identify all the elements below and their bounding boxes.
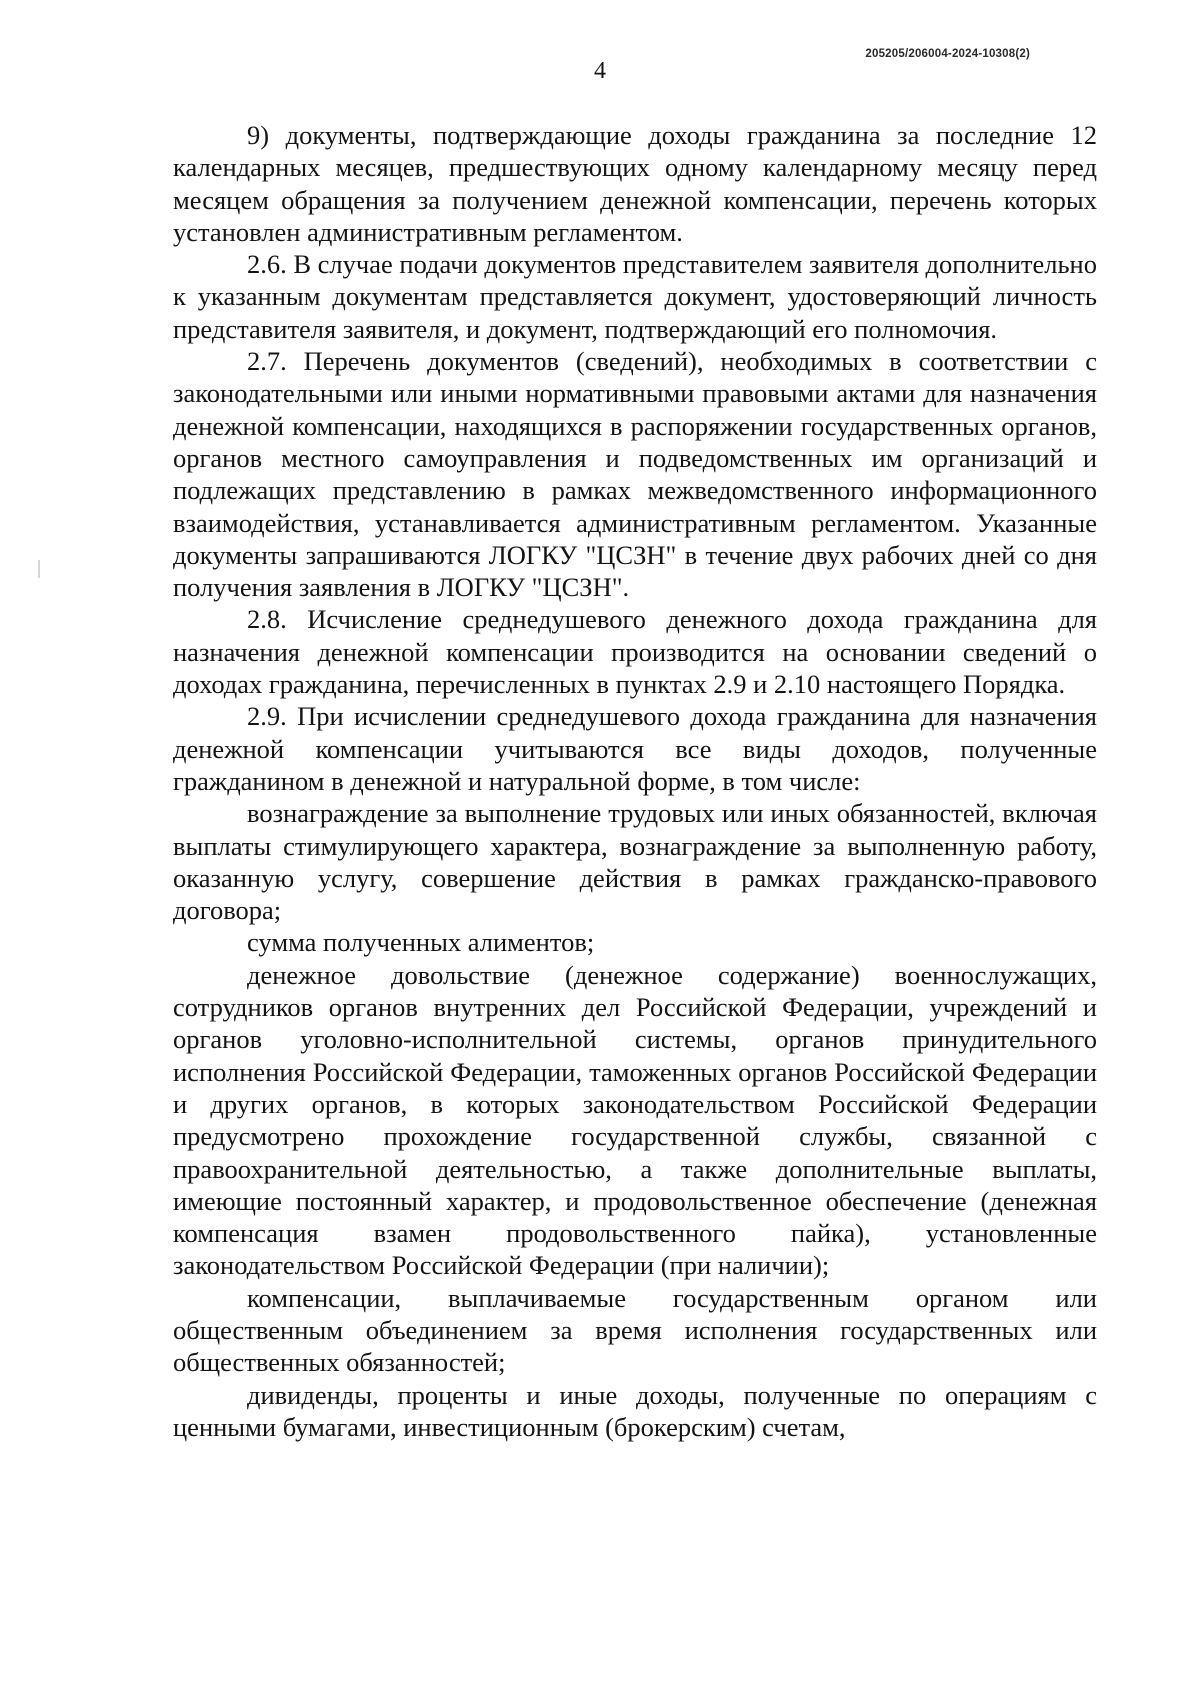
list-item-alimony: сумма полученных алиментов; bbox=[247, 927, 595, 958]
paragraph-item-9-income-documents: 9) документы, подтверждающие доходы гражданина за последние 12 календарных месяцев, предшествующих одному календарному месяцу перед месяцем обращения за получением денежной компенсации, перечень которых установлен административным регламентом. bbox=[173, 120, 1097, 247]
paragraph-2-7-document-list: 2.7. Перечень документов (сведений), необходимых в соответствии с законодательными или иными нормативными правовыми актами для назначения денежной компенсации, находящихся в распоряжении государственных органов, органов местного самоуправления и подведомственных им организаций и подлежащих представлению в рамках межведомственного информационного взаимодействия, устанавливается административным регламентом. Указанные документы запрашиваются ЛОГКУ "ЦСЗН" в течение двух рабочих дней со дня получения заявления в ЛОГКУ "ЦСЗН". bbox=[173, 346, 1097, 603]
document-body bbox=[173, 119, 1097, 1443]
list-item-remuneration: вознаграждение за выполнение трудовых или иных обязанностей, включая выплаты стимулирующего характера, вознаграждение за выполненную работу, оказанную услугу, совершение действия в рамках гражданско-правового договора; bbox=[173, 798, 1097, 926]
scan-artifact-mark bbox=[38, 560, 40, 578]
document-registration-number: 205205/206004-2024-10308(2) bbox=[865, 48, 1030, 60]
page-number: 4 bbox=[594, 58, 606, 84]
paragraph-2-8-income-calculation: 2.8. Исчисление среднедушевого денежного дохода гражданина для назначения денежной компенсации производится на основании сведений о доходах гражданина, перечисленных в пунктах 2.9 и 2.10 настоящего Порядка. bbox=[173, 604, 1097, 700]
paragraph-2-9-income-types: 2.9. При исчислении среднедушевого дохода гражданина для назначения денежной компенсации учитываются все виды доходов, полученные гражданином в денежной и натуральной форме, в том числе: bbox=[173, 701, 1097, 796]
paragraph-2-6-representative: 2.6. В случае подачи документов представителем заявителя дополнительно к указанным документам представляется документ, удостоверяющий личность представителя заявителя, и документ, подтверждающий его полномочия. bbox=[173, 249, 1097, 344]
list-item-dividends: дивиденды, проценты и иные доходы, полученные по операциям с ценными бумагами, инвестиционным (брокерским) счетам, bbox=[173, 1379, 1097, 1442]
list-item-allowance: денежное довольствие (денежное содержание) военнослужащих, сотрудников органов внутренних дел Российской Федерации, учреждений и органов уголовно-исполнительной системы, органов принудительного исполнения Российской Федерации, таможенных органов Российской Федерации и других органов, в которых законодательством Российской Федерации предусмотрено прохождение государственной службы, связанной с правоохранительной деятельностью, а также дополнительные выплаты, имеющие постоянный характер, и продовольственное обеспечение (денежная компенсация взамен продовольственного пайка), установленные законодательством Российской Федерации (при наличии); bbox=[173, 959, 1097, 1281]
list-item-compensations: компенсации, выплачиваемые государственным органом или общественным объединением за время исполнения государственных или общественных обязанностей; bbox=[173, 1282, 1097, 1378]
